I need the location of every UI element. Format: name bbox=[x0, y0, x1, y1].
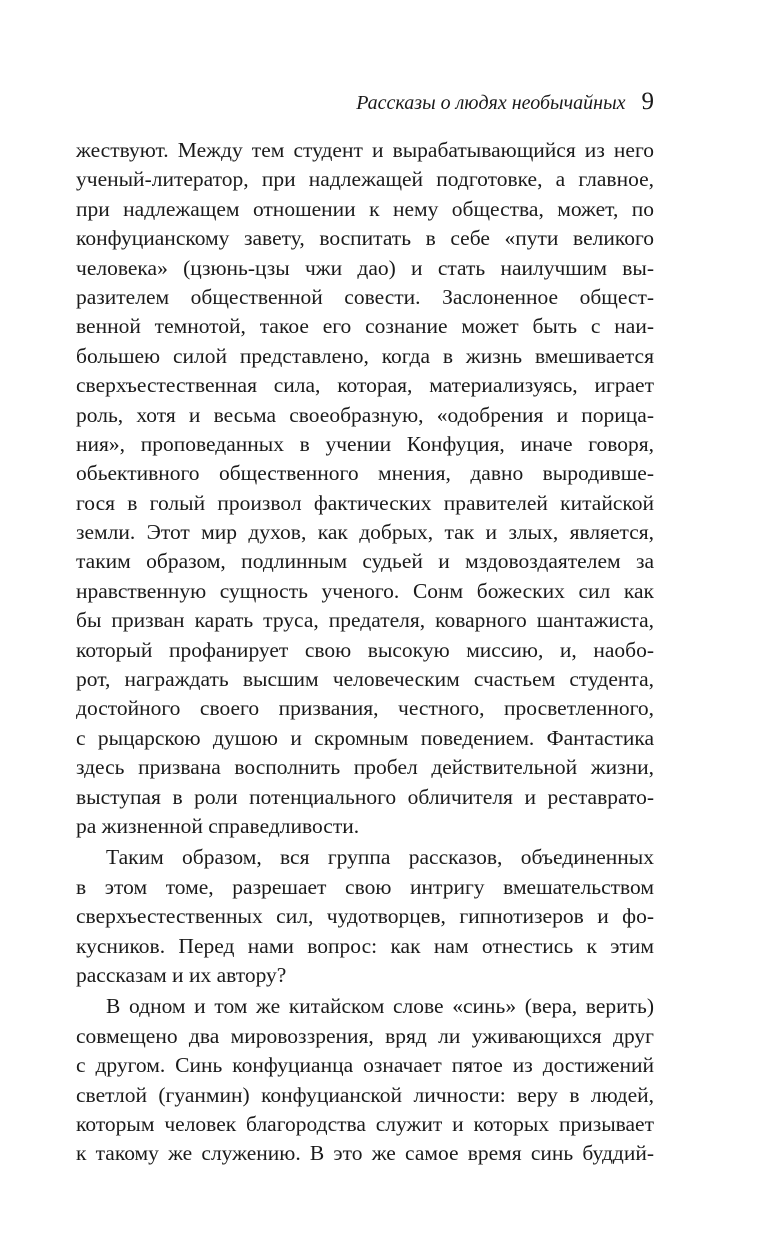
text-line: роль, хотя и весьма своеобразную, «одобрения и порица- bbox=[76, 402, 654, 427]
paragraph bbox=[76, 843, 654, 990]
text-line: разителем общественной совести. Заслоненное общест- bbox=[76, 284, 654, 309]
text-line: обьективного общественного мнения, давно выродивше- bbox=[76, 461, 654, 486]
text-line: рот, награждать высшим человеческим счастьем студента, bbox=[76, 667, 654, 692]
text-line: нравственную сущность ученого. Сонм божеских сил как bbox=[76, 578, 654, 603]
text-line: сверхъестественных сил, чудотворцев, гипнотизеров и фо- bbox=[76, 904, 654, 929]
text-line: который профанирует свою высокую миссию, и, наобо- bbox=[76, 637, 654, 662]
text-line: с другом. Синь конфуцианца означает пятое из достижений bbox=[76, 1053, 654, 1078]
paragraph bbox=[76, 992, 654, 1168]
text-line: человека» (цзюнь-цзы чжи дао) и стать наилучшим вы- bbox=[76, 255, 654, 280]
text-line: светлой (гуанмин) конфуцианской личности: веру в людей, bbox=[76, 1082, 654, 1107]
text-line: земли. Этот мир духов, как добрых, так и злых, является, bbox=[76, 520, 654, 545]
text-line: рассказам и их автору? bbox=[76, 962, 287, 987]
text-line: ученый-литератор, при надлежащей подготовке, а главное, bbox=[76, 167, 654, 192]
text-line: которым человек благородства служит и которых призывает bbox=[76, 1111, 654, 1136]
text-line: совмещено два мировоззрения, вряд ли уживающихся друг bbox=[76, 1023, 654, 1048]
text-line: здесь призвана восполнить пробел действительной жизни, bbox=[76, 755, 654, 780]
text-line: достойного своего призвания, честного, просветленного, bbox=[76, 696, 654, 721]
text-line: конфуцианскому завету, воспитать в себе «пути великого bbox=[76, 226, 654, 251]
text-line: кусников. Перед нами вопрос: как нам отнестись к этим bbox=[76, 933, 654, 958]
text-line: венной темнотой, такое его сознание может быть с наи- bbox=[76, 314, 654, 339]
text-line: ра жизненной справедливости. bbox=[76, 813, 360, 838]
text-line: сверхъестественная сила, которая, материализуясь, играет bbox=[76, 373, 654, 398]
running-header bbox=[76, 88, 654, 120]
text-line: большею силой представлено, когда в жизнь вмешивается bbox=[76, 343, 654, 368]
page-number: 9 bbox=[641, 88, 654, 115]
running-header-title: Рассказы о людях необычайных bbox=[356, 92, 626, 114]
text-line: к такому же служению. В это же самое время синь буддий- bbox=[76, 1141, 654, 1166]
text-line: В одном и том же китайском слове «синь» (вера, верить) bbox=[106, 994, 654, 1019]
text-line: с рыцарскою душою и скромным поведением. Фантастика bbox=[76, 725, 654, 750]
text-line: бы призван карать труса, предателя, коварного шантажиста, bbox=[76, 608, 654, 633]
text-line: гося в голый произвол фактических правителей китайской bbox=[76, 490, 654, 515]
text-line: Таким образом, вся группа рассказов, объединенных bbox=[106, 845, 654, 870]
text-line: при надлежащем отношении к нему общества, может, по bbox=[76, 196, 654, 221]
body-text bbox=[76, 136, 654, 1169]
text-line: выступая в роли потенциального обличителя и реставрато- bbox=[76, 784, 654, 809]
text-line: жествуют. Между тем студент и вырабатывающийся из него bbox=[76, 138, 654, 162]
text-line: в этом томе, разрешает свою интригу вмешательством bbox=[76, 874, 654, 899]
text-line: таким образом, подлинным судьей и мздовоздаятелем за bbox=[76, 549, 654, 574]
text-line: ния», проповеданных в учении Конфуция, иначе говоря, bbox=[76, 431, 654, 456]
paragraph bbox=[76, 136, 654, 841]
